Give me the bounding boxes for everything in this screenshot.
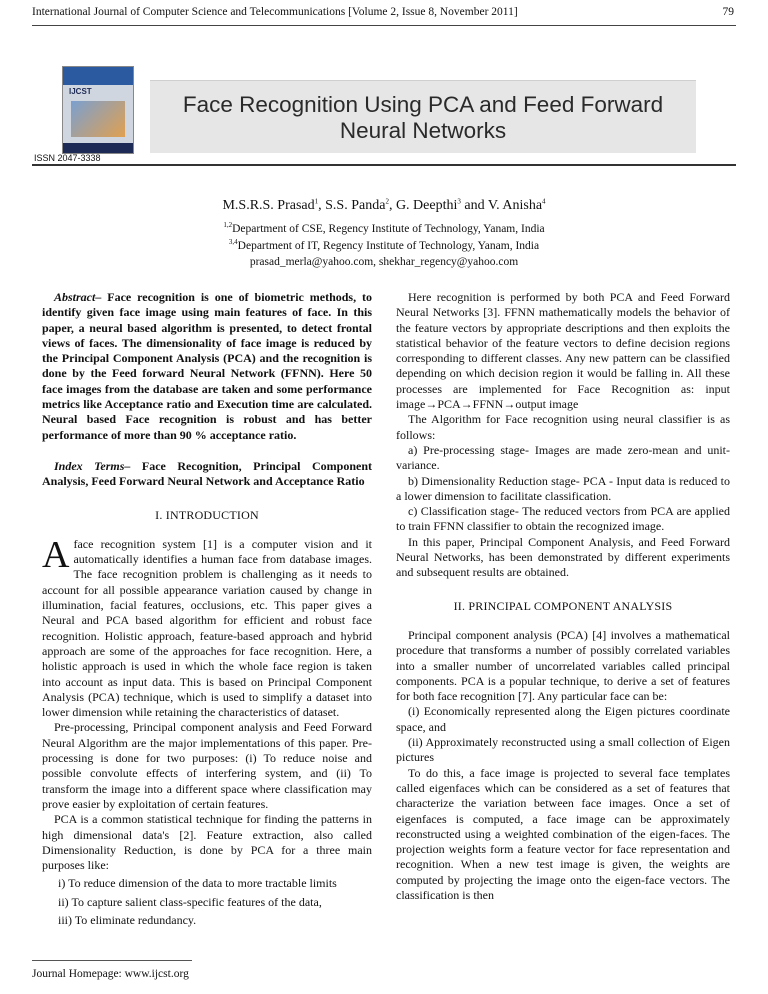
- author-emails: prasad_merla@yahoo.com, shekhar_regency@yahoo.com: [249, 256, 519, 268]
- index-terms-text: Face Recognition, Principal Component Analysis, Feed Forward Neural Network and Acceptance Ratio: [42, 458, 372, 489]
- author-4-sup: 4: [542, 197, 546, 206]
- page-number: 79: [722, 6, 734, 18]
- right-paragraph-3: In this paper, Principal Component Analysis, and Feed Forward Neural Networks, has been demonstrated by different experiments and subsequent results are obtained.: [396, 534, 730, 580]
- journal-homepage-footer: Journal Homepage: www.ijcst.org: [32, 968, 189, 980]
- affiliation-2-text: Department of IT, Regency Institute of Technology, Yanam, India: [237, 240, 540, 252]
- author-sep: ,: [318, 198, 326, 213]
- affiliation-1-text: Department of CSE, Regency Institute of Technology, Yanam, India: [232, 223, 545, 235]
- abstract-label: Abstract–: [54, 290, 102, 304]
- author-1: M.S.R.S. Prasad: [222, 198, 315, 213]
- author-3: G. Deepthi: [395, 198, 458, 213]
- affiliation-1: [0, 223, 768, 235]
- header-rule: [32, 25, 736, 26]
- affiliation-2: [0, 240, 768, 252]
- journal-header: International Journal of Computer Science and Telecommunications [Volume 2, Issue 8, November 2011]: [32, 6, 518, 18]
- pca-item-2: (ii) Approximately reconstructed using a small collection of Eigen pictures: [396, 735, 730, 765]
- author-sep: ,: [388, 198, 396, 213]
- list-item: iii) To eliminate redundancy.: [58, 912, 197, 927]
- intro-paragraph-3: PCA is a common statistical technique for finding the patterns in high dimensional data's [2]. Feature extraction, also called Dimensionality Reduction, is done by PCA for a three main purposes like:: [42, 812, 372, 873]
- right-column: [396, 290, 730, 903]
- index-terms-label: Index Terms–: [54, 458, 131, 473]
- pca-paragraph-2: To do this, a face image is projected to several face templates called eigenfaces which can be considered as a set of features that characterize the variation between face images. Once a set of eigenfaces is computed, a face image can be approximately reconstructed using a weighted combination of the eigen-faces. The projection weights form a feature vector for face representation and recognition. When a new test image is given, the weights are computed by projecting the image onto the eigen-face vectors. The classification is then: [396, 765, 730, 902]
- stage-c: c) Classification stage- The reduced vectors from PCA are applied to train FFNN classifier to obtain the recognized image.: [396, 504, 730, 534]
- journal-cover-image: [62, 66, 134, 154]
- abstract: [42, 290, 372, 443]
- author-3-sup: 3: [457, 197, 461, 206]
- author-2-sup: 2: [385, 197, 389, 206]
- intro-paragraph-1-text: face recognition system [1] is a computer vision and it automatically identifies a human face from database images. The face recognition problem is challenging as it needs to account for all possible appearance variation caused by change in illumination, facial features, occlusions, etc. This paper gives a Neural and PCA based algorithm for efficient and robust face recognition. Holistic approach, feature-based approach and hybrid approach are some of the approaches for face recognition. Here, a holistic approach is used in which the whole face region is taken into account as input data. This is based on Principal Component Analysis (PCA) technique, which is used to simplify a dataset into lower dimension while retaining the characteristics of dataset.: [42, 536, 372, 720]
- list-item: i) To reduce dimension of the data to more tractable limits: [58, 876, 337, 891]
- author-2: S.S. Panda: [325, 198, 386, 213]
- section-1-heading: I. INTRODUCTION: [155, 507, 259, 522]
- abstract-text: Face recognition is one of biometric methods, to identify given face image using main features of face. In this paper, a neural based algorithm is presented, to detect frontal views of faces. The dimensionality of face image is reduced by the Principal Component Analysis (PCA) and the recognition is done by the Feed forward Neural Network (FFNN). Here 50 face images from the database are taken and some performance metrics like Acceptance ratio and Execution time are calculated. Neural based Face recognition is robust and has better performance of more than 90 % acceptance ratio.: [42, 290, 372, 442]
- pca-paragraph-1: Principal component analysis (PCA) [4] involves a mathematical procedure that transforms a number of possibly correlated variables into a smaller number of uncorrelated variables called principal components. PCA is a popular technique, to derive a set of features for both face recognition [7]. Any particular face can be:: [396, 627, 730, 704]
- stage-a: a) Pre-processing stage- Images are made zero-mean and unit-variance.: [396, 442, 730, 473]
- index-terms: [42, 459, 372, 490]
- intro-paragraph-2: Pre-processing, Principal component analysis and Feed Forward Neural Algorithm are the major implementations of this paper. Pre-processing is done for two purposes: (i) To reduce noise and possible convolute effects of interfering system, and (ii) To transform the image into a different space where classification may prove easier by exploitation of certain features.: [42, 720, 372, 811]
- left-column: [42, 290, 372, 928]
- footer-rule: [32, 960, 192, 961]
- list-item: ii) To capture salient class-specific features of the data,: [58, 894, 322, 909]
- author-list: [0, 198, 768, 214]
- pca-item-1: (i) Economically represented along the Eigen pictures coordinate space, and: [396, 704, 730, 734]
- dropcap: A: [42, 533, 70, 576]
- paper-title: Face Recognition Using PCA and Feed Forward Neural Networks: [182, 92, 664, 143]
- affiliation-2-sup: 3,4: [228, 238, 238, 247]
- cover-label: IJCST: [69, 87, 92, 96]
- author-sep: and: [460, 198, 488, 213]
- right-paragraph-2: The Algorithm for Face recognition using neural classifier is as follows:: [396, 412, 730, 442]
- intro-paragraph-1: [42, 533, 372, 721]
- section-2-heading: II. PRINCIPAL COMPONENT ANALYSIS: [453, 598, 673, 613]
- author-4: V. Anisha: [487, 198, 543, 213]
- author-1-sup: 1: [314, 197, 319, 206]
- stage-b: b) Dimensionality Reduction stage- PCA - Input data is reduced to a lower dimension to facilitate classification.: [396, 473, 730, 503]
- right-paragraph-1: Here recognition is performed by both PCA and Feed Forward Neural Networks [3]. FFNN mathematically models the behavior of the feature vectors by appropriate descriptions and then exploits the statistical behavior of the feature vectors to define decision regions corresponding to different classes. Any new pattern can be classified depending on which decision region it would be falling in. All these processes are implemented for Face Recognition as: input image→PCA→FFNN→output image: [396, 290, 730, 412]
- affiliation-1-sup: 1,2: [223, 221, 233, 230]
- issn: ISSN 2047-3338: [34, 153, 101, 163]
- title-rule: [32, 164, 736, 166]
